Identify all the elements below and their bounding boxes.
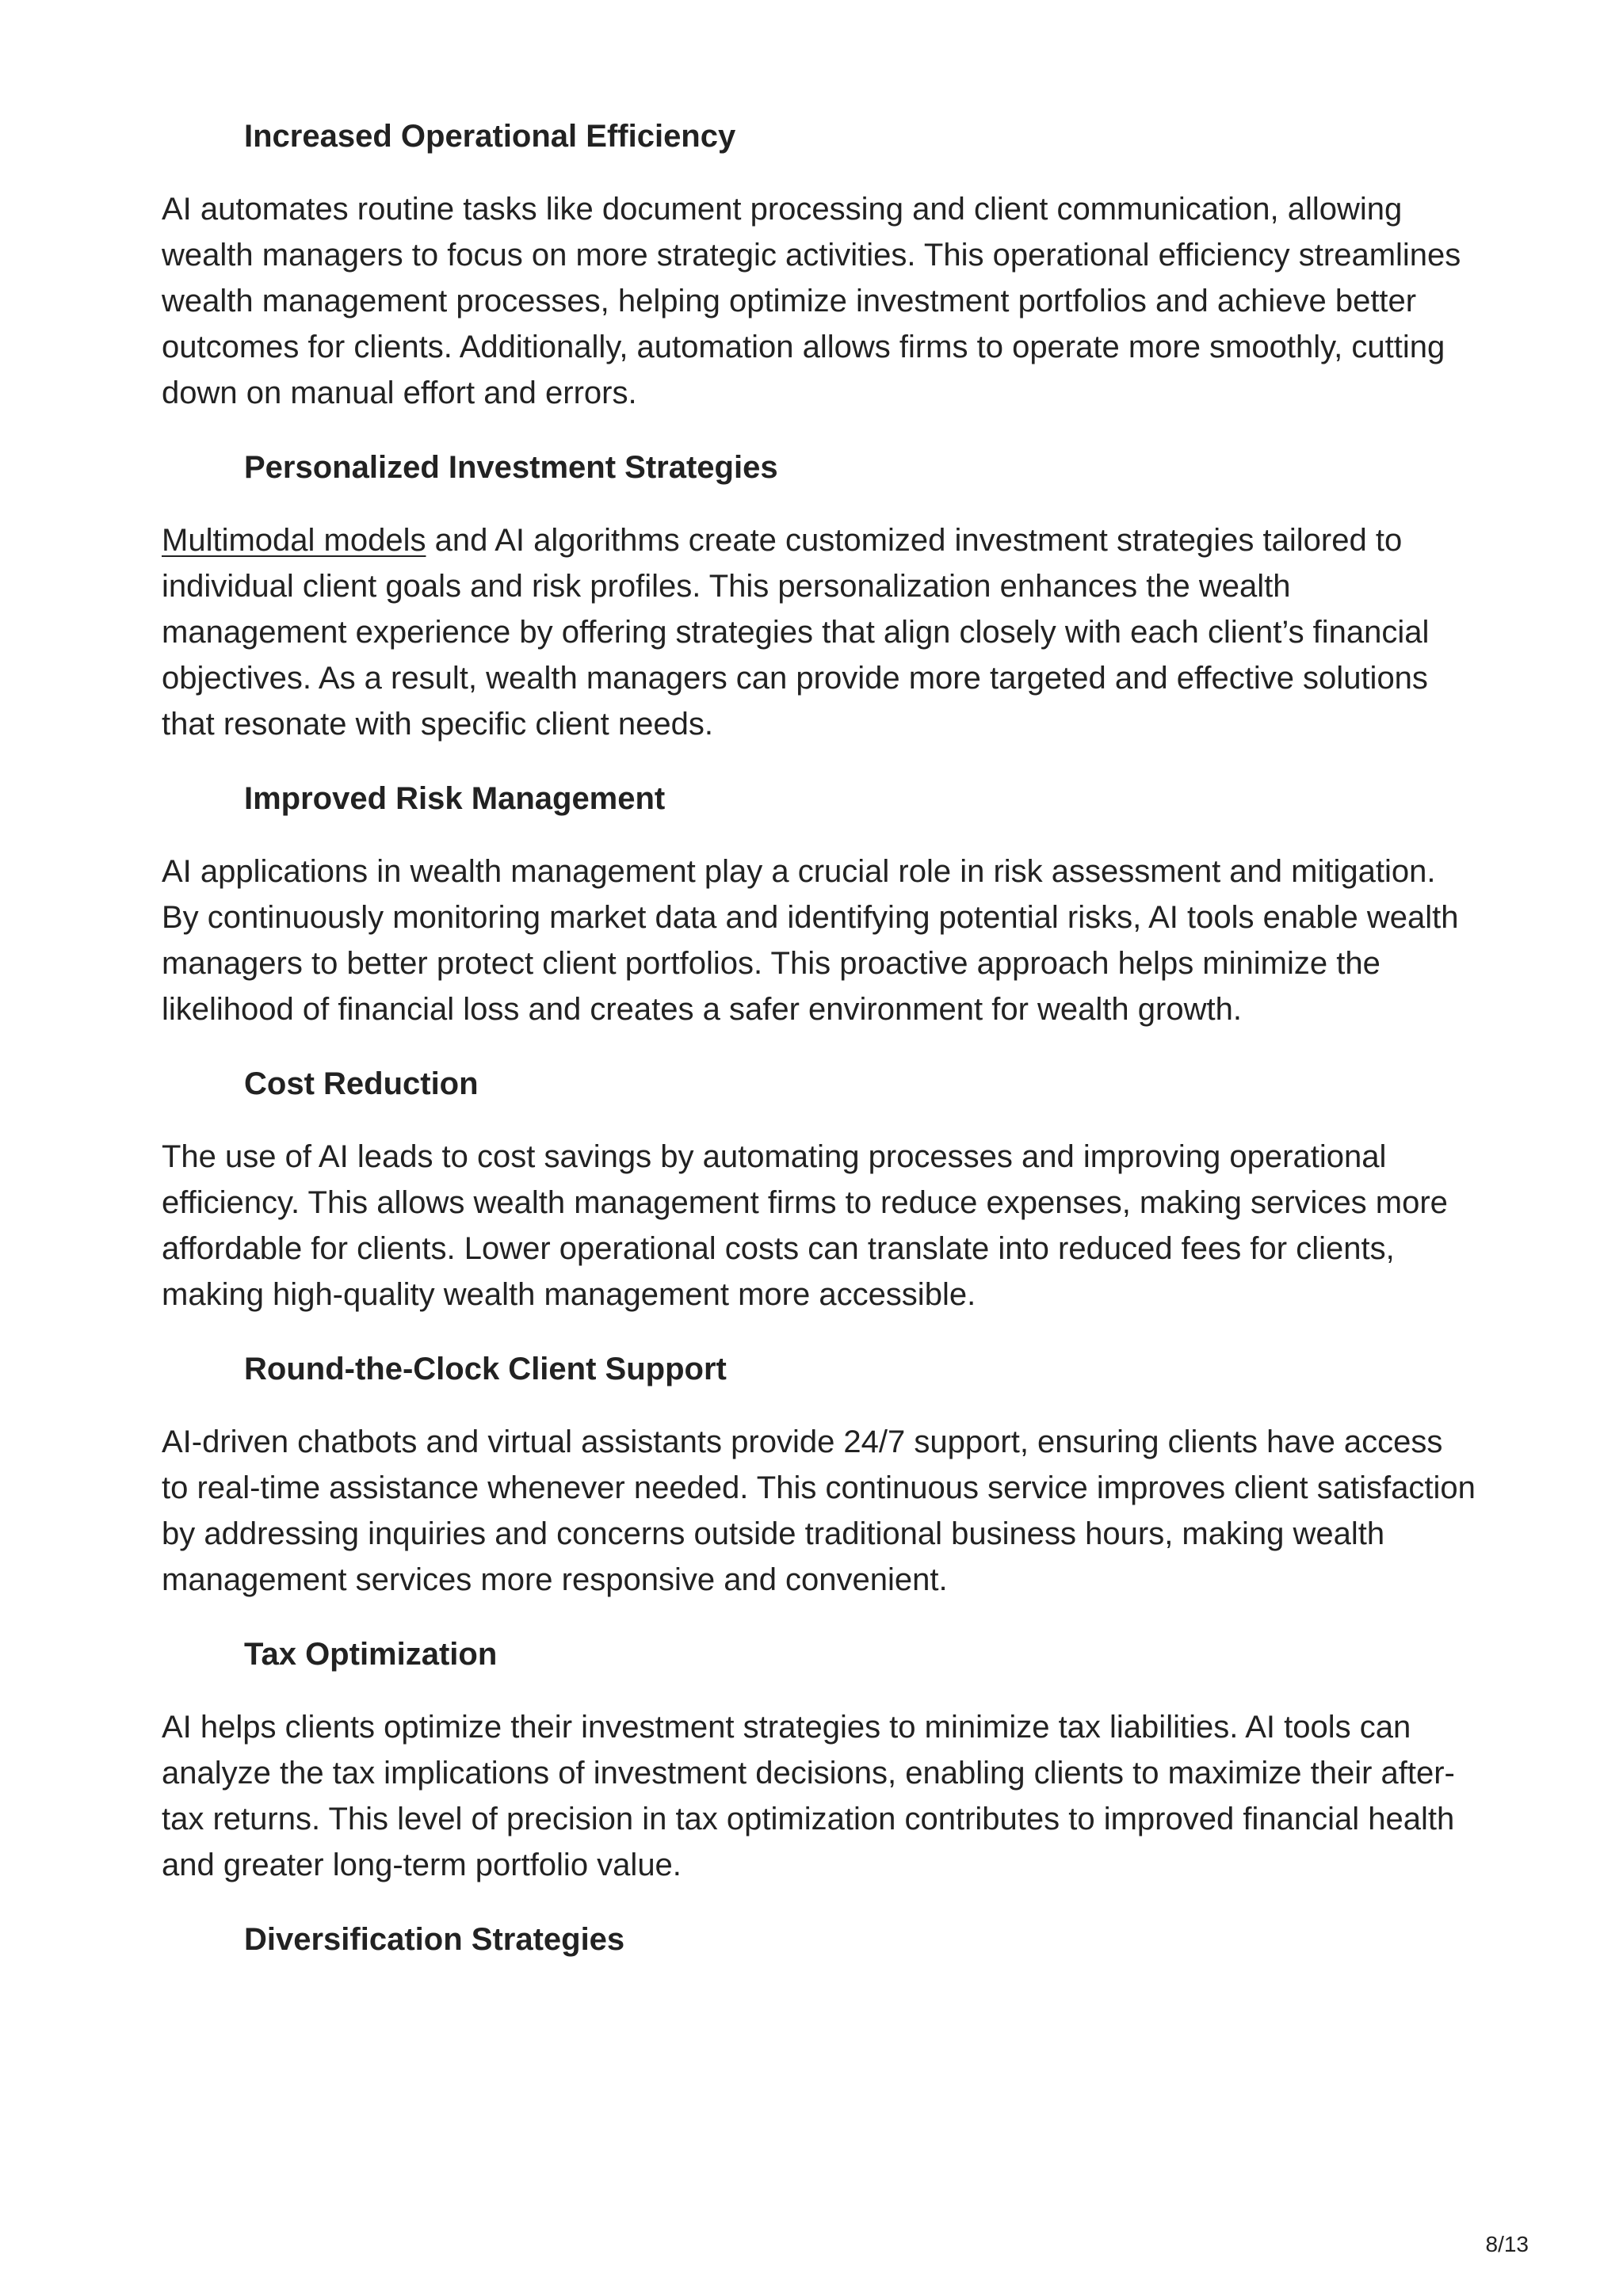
paragraph-cost-reduction: The use of AI leads to cost savings by automating processes and improving operational efficiency. This allows wealth management firms to reduce expenses, making services more affordable for clients. Lower operational costs can translate into reduced fees for clients, making high-quality wealth management more accessible.	[162, 1139, 1448, 1312]
paragraph-operational-efficiency: AI automates routine tasks like document processing and client communication, allowing wealth managers to focus on more strategic activities. This operational efficiency streamlines wealth management processes, helping optimize investment portfolios and achieve better outcomes for clients. Additionally, automation allows firms to operate more smoothly, cutting down on manual effort and errors.	[162, 192, 1461, 410]
multimodal-models-link[interactable]: Multimodal models	[162, 523, 426, 558]
article-content	[162, 113, 1477, 1989]
heading-risk-management: Improved Risk Management	[244, 781, 666, 816]
page-number: 8/13	[1485, 2232, 1529, 2256]
heading-personalized-strategies: Personalized Investment Strategies	[244, 450, 778, 485]
paragraph-personalized-strategies-text: and AI algorithms create customized investment strategies tailored to individual client goals and risk profiles. This personalization enhances the wealth management experience by offering strategies that align closely with each client’s financial objectives. As a result, wealth managers can provide more targeted and effective solutions that resonate with specific client needs.	[162, 523, 1430, 742]
heading-tax-optimization: Tax Optimization	[244, 1637, 498, 1672]
heading-cost-reduction: Cost Reduction	[244, 1066, 479, 1101]
paragraph-client-support: AI-driven chatbots and virtual assistants provide 24/7 support, ensuring clients have access to real-time assistance whenever needed. This continuous service improves client satisfaction by addressing inquiries and concerns outside traditional business hours, making wealth management services more responsive and convenient.	[162, 1425, 1476, 1597]
paragraph-personalized-strategies	[162, 517, 1477, 747]
heading-diversification-strategies: Diversification Strategies	[244, 1922, 625, 1957]
heading-operational-efficiency: Increased Operational Efficiency	[244, 119, 736, 154]
paragraph-tax-optimization: AI helps clients optimize their investment strategies to minimize tax liabilities. AI tools can analyze the tax implications of investment decisions, enabling clients to maximize their after-tax returns. This level of precision in tax optimization contributes to improved financial health and greater long-term portfolio value.	[162, 1710, 1455, 1882]
paragraph-risk-management: AI applications in wealth management play a crucial role in risk assessment and mitigation. By continuously monitoring market data and identifying potential risks, AI tools enable wealth managers to better protect client portfolios. This proactive approach helps minimize the likelihood of financial loss and creates a safer environment for wealth growth.	[162, 854, 1459, 1027]
heading-client-support: Round-the-Clock Client Support	[244, 1352, 727, 1386]
